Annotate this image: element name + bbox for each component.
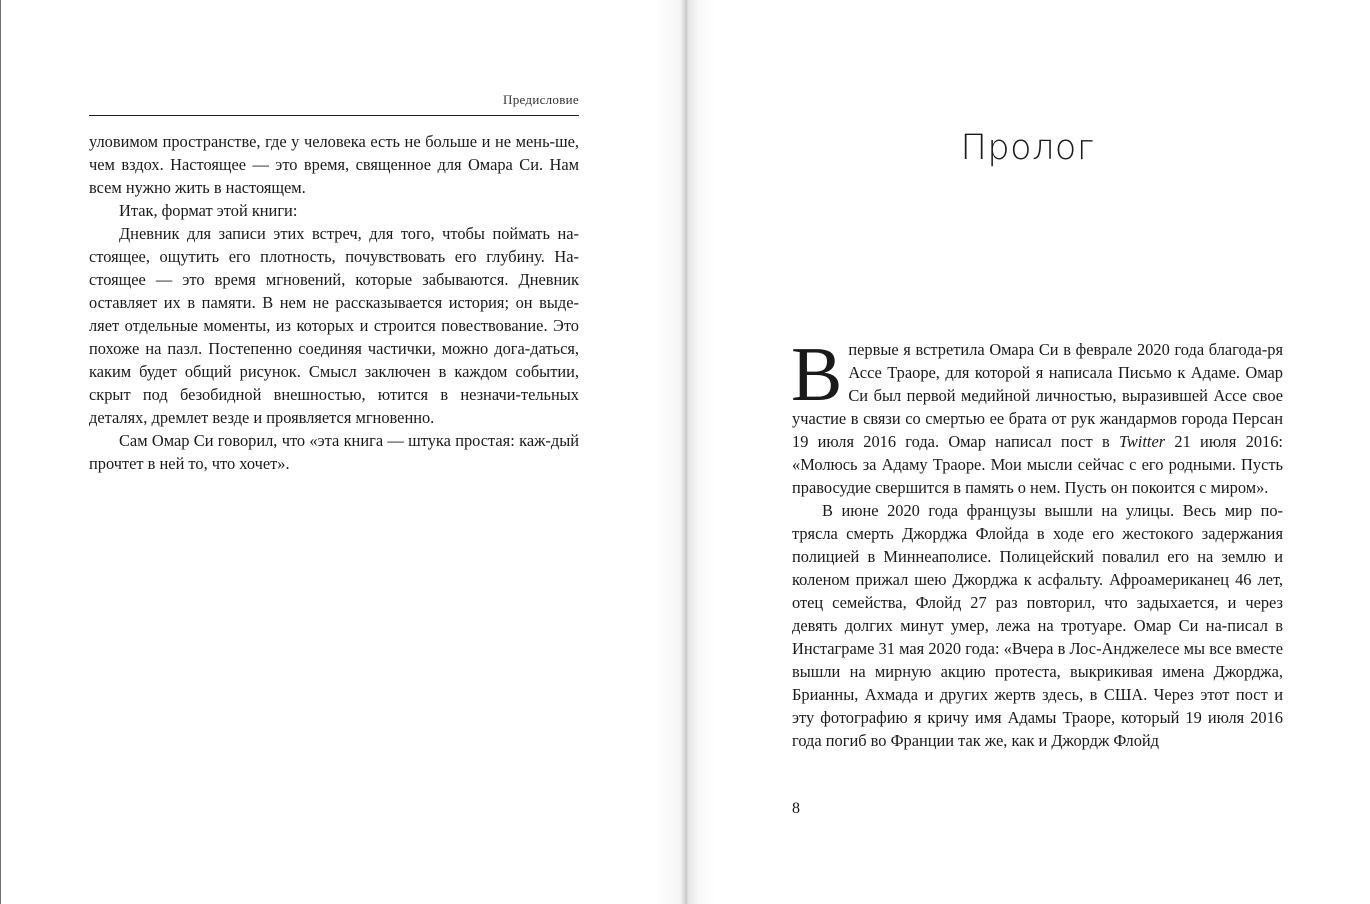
paragraph: [791, 331, 1283, 499]
paragraph: Сам Омар Си говорил, что «эта книга — штука простая: каж-дый прочтет в ней то, что хочет».: [89, 431, 579, 473]
page-number: 8: [792, 800, 800, 817]
running-head: Предисловие: [503, 92, 579, 107]
right-page-body: [791, 331, 1283, 752]
drop-cap: В: [791, 331, 843, 417]
paragraph-text: 21 июля 2016: «Молюсь за Адаму Траоре. Мои мысли сейчас с его родными. Пусть правосудие свершится в память о нем. Пусть он покоится с миром».: [792, 432, 1283, 497]
chapter-title: Пролог: [960, 128, 1095, 168]
italic-term: Twitter: [1118, 432, 1166, 451]
paragraph: уловимом пространстве, где у человека есть не больше и не мень-ше, чем вздох. Настоящее — это время, священное для Омара Си. Нам всем нужно жить в настоящем.: [89, 132, 579, 197]
paragraph: Дневник для записи этих встреч, для того, чтобы поймать на-стоящее, ощутить его плотность, почувствовать его глубину. На-стоящее — это время мгновений, которые забываются. Дневник оставляет их в памяти. В нем не рассказывается история; он выде-ляет отдельные моменты, из которых и строится повествование. Это похоже на пазл. Постепенно соединяя частички, можно дога-даться, каким будет общий рисунок. Смысл заключен в каждом событии, скрыт под безобидной внешностью, ютится в незначи-тельных деталях, дремлет везде и проявляется мгновенно.: [89, 224, 579, 427]
paragraph: В июне 2020 года французы вышли на улицы. Весь мир по-трясла смерть Джорджа Флойда в ходе его жестокого задержания полицией в Миннеаполисе. Полицейский повалил его на землю и коленом прижал шею Джорджа к асфальту. Афроамериканец 46 лет, отец семейства, Флойд 27 раз повторил, что задыхается, и через девять долгих минут умер, лежа на тротуаре. Омар Си на-писал в Инстаграме 31 мая 2020 года: «Вчера в Лос-Анджелесе мы все вместе вышли на мирную акцию протеста, выкрикивая имена Джорджа, Брианны, Ахмада и других жертв здесь, в США. Через этот пост и эту фотографию я кричу имя Адамы Траоре, который 19 июля 2016 года погиб во Франции так же, как и Джордж Флойд: [792, 501, 1283, 750]
left-page-body: [89, 130, 579, 475]
paragraph: Итак, формат этой книги:: [119, 201, 298, 220]
right-page: [684, 0, 1370, 904]
left-page: [1, 0, 684, 904]
running-head-rule: [89, 115, 579, 116]
paragraph-text: первые я встретила Омара Си в феврале 2020 года благода-ря Ассе Траоре, для которой я написала Письмо к Адаме. Омар Си был первой медийной личностью, выразившей Ассе свое участие в связи со смертью ее брата от рук жандармов города Персан 19 июля 2016 года. Омар написал пост в: [792, 340, 1283, 451]
